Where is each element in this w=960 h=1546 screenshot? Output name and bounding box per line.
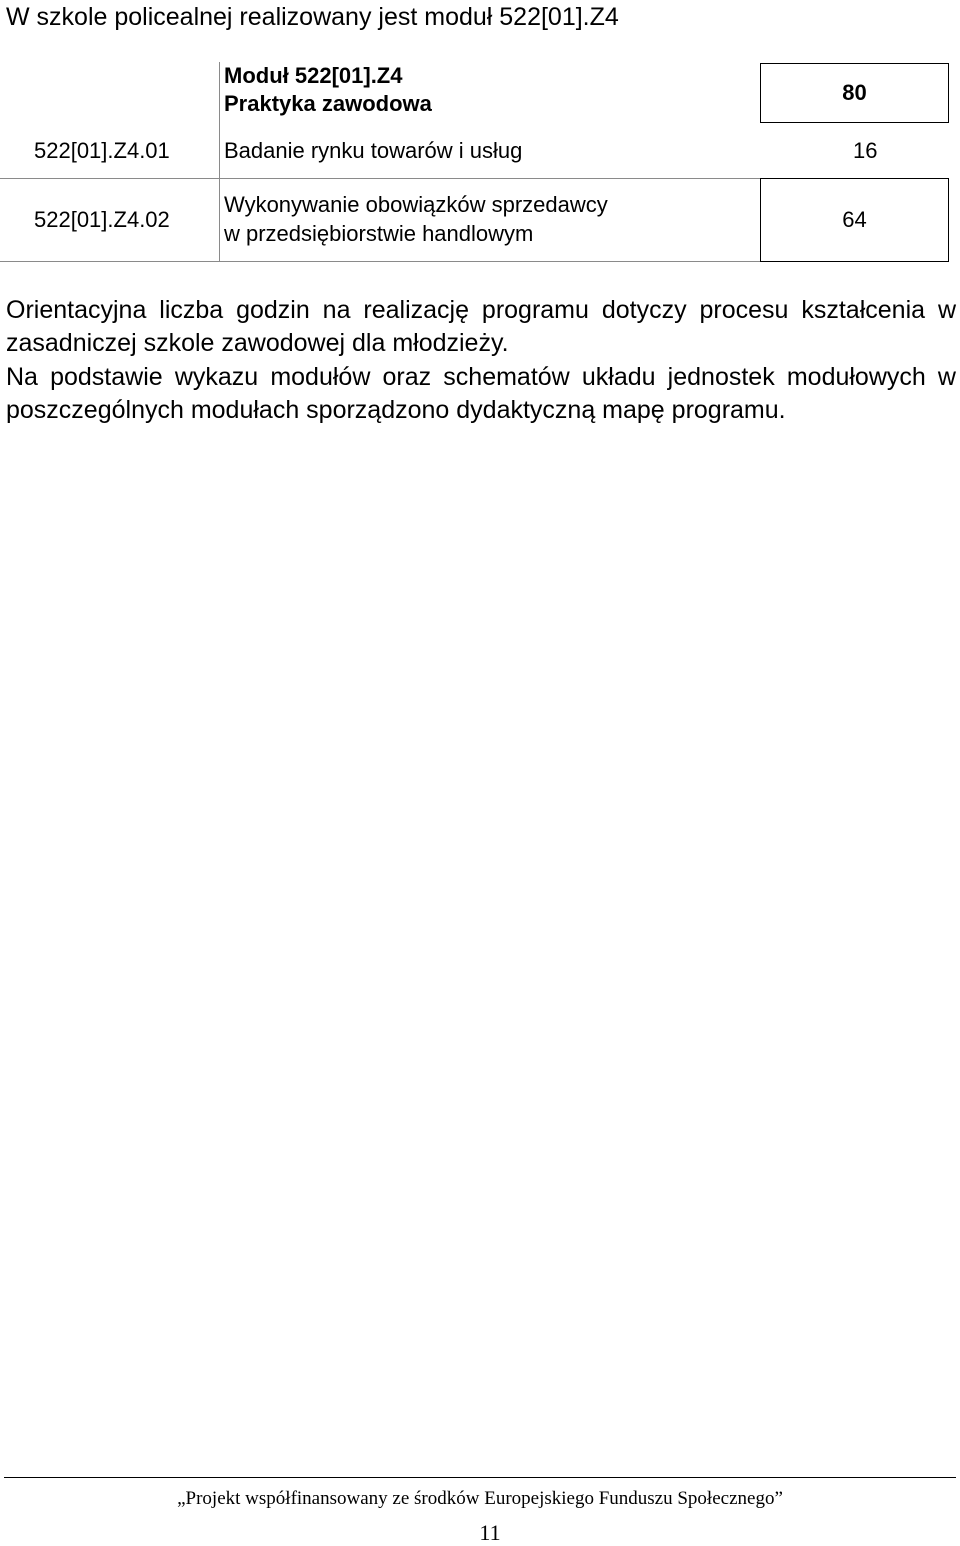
table-divider: [0, 178, 760, 179]
footer-project-note: „Projekt współfinansowany ze środków Europejskiego Funduszu Społecznego”: [177, 1488, 783, 1509]
footer-divider: [4, 1477, 956, 1478]
unit-hours: 64: [760, 178, 949, 262]
module-subtitle: Praktyka zawodowa: [224, 91, 432, 116]
unit-hours: 16: [853, 138, 878, 163]
module-title: Moduł 522[01].Z4: [224, 63, 403, 88]
unit-name: Badanie rynku towarów i usług: [224, 138, 523, 163]
table-divider: [219, 62, 220, 262]
intro-text: W szkole policealnej realizowany jest moduł 522[01].Z4: [6, 3, 619, 31]
unit-code: 522[01].Z4.02: [34, 207, 170, 232]
paragraph: Na podstawie wykazu modułów oraz schematów układu jednostek modułowych w poszczególnych modułach sporządzono dydaktyczną mapę programu.: [6, 363, 956, 424]
module-table: [0, 62, 950, 262]
module-hours: 80: [760, 63, 949, 123]
unit-name: w przedsiębiorstwie handlowym: [224, 221, 534, 246]
page-number: 11: [479, 1520, 501, 1545]
unit-name: Wykonywanie obowiązków sprzedawcy: [224, 192, 608, 217]
paragraph: Orientacyjna liczba godzin na realizację programu dotyczy procesu kształcenia w zasadniczej szkole zawodowej dla młodzieży.: [6, 296, 956, 357]
table-divider: [0, 261, 760, 262]
unit-code: 522[01].Z4.01: [34, 138, 170, 163]
